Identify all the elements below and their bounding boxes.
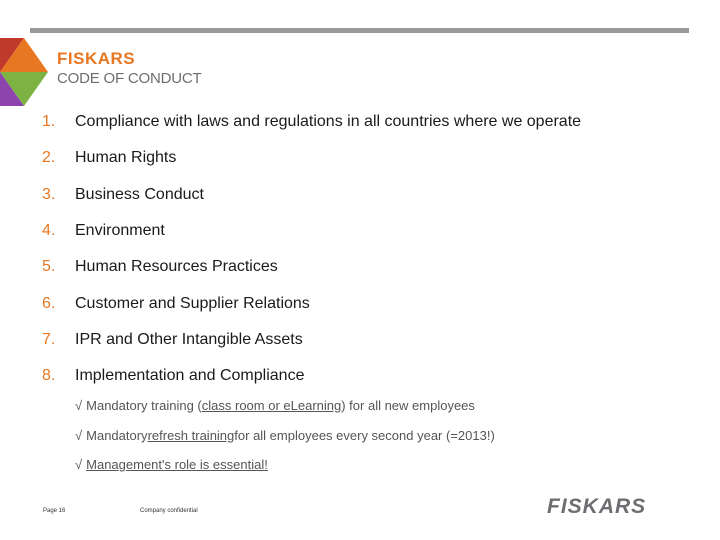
list-item — [42, 177, 581, 213]
item-number: 4. — [42, 222, 56, 240]
item-text: IPR and Other Intangible Assets — [75, 330, 303, 348]
item-text: Business Conduct — [75, 185, 204, 203]
sub-text: ) for all new employees — [341, 398, 475, 414]
list-item — [42, 104, 581, 140]
sub-point — [75, 421, 495, 451]
list-item — [42, 358, 581, 394]
sub-text-underlined: class room or eLearning — [201, 398, 342, 414]
item-number: 8. — [42, 367, 56, 385]
item-text: Implementation and Compliance — [75, 367, 305, 385]
list-item — [42, 140, 581, 176]
list-item — [42, 322, 581, 358]
sub-point — [75, 450, 495, 480]
sub-text: Mandatory — [86, 427, 148, 443]
list-item — [42, 249, 581, 285]
item-number: 2. — [42, 149, 56, 167]
item-number: 3. — [42, 185, 56, 203]
item-number: 1. — [42, 113, 56, 131]
list-item — [42, 285, 581, 321]
item-text: Human Resources Practices — [75, 258, 278, 276]
item-number: 6. — [42, 294, 56, 312]
sub-text-underlined: Management's role is essential! — [86, 457, 268, 473]
item-number: 7. — [42, 330, 56, 348]
topic-list — [42, 104, 581, 394]
sub-text-underlined: refresh training — [147, 427, 235, 443]
brand-subtitle: CODE OF CONDUCT — [57, 70, 202, 87]
sub-text: Mandatory training ( — [86, 398, 202, 414]
confidential-note: Company confidential — [140, 508, 198, 514]
list-item — [42, 213, 581, 249]
top-rule — [30, 28, 689, 33]
item-text: Human Rights — [75, 149, 177, 167]
sub-point — [75, 391, 495, 421]
logo-mark — [0, 38, 48, 106]
item-text: Customer and Supplier Relations — [75, 294, 310, 312]
footer-logo: FISKARS — [547, 495, 647, 518]
check-icon: √ — [75, 398, 83, 414]
brand-name: FISKARS — [57, 49, 136, 68]
item-text: Environment — [75, 222, 165, 240]
brand-block — [57, 50, 202, 88]
check-icon: √ — [75, 457, 83, 473]
item-number: 5. — [42, 258, 56, 276]
page-number: Page 16 — [43, 508, 66, 514]
item-text: Compliance with laws and regulations in all countries where we operate — [75, 113, 582, 131]
sub-points — [75, 391, 495, 480]
sub-text: for all employees every second year (=2013!) — [234, 427, 495, 443]
check-icon: √ — [75, 427, 83, 443]
